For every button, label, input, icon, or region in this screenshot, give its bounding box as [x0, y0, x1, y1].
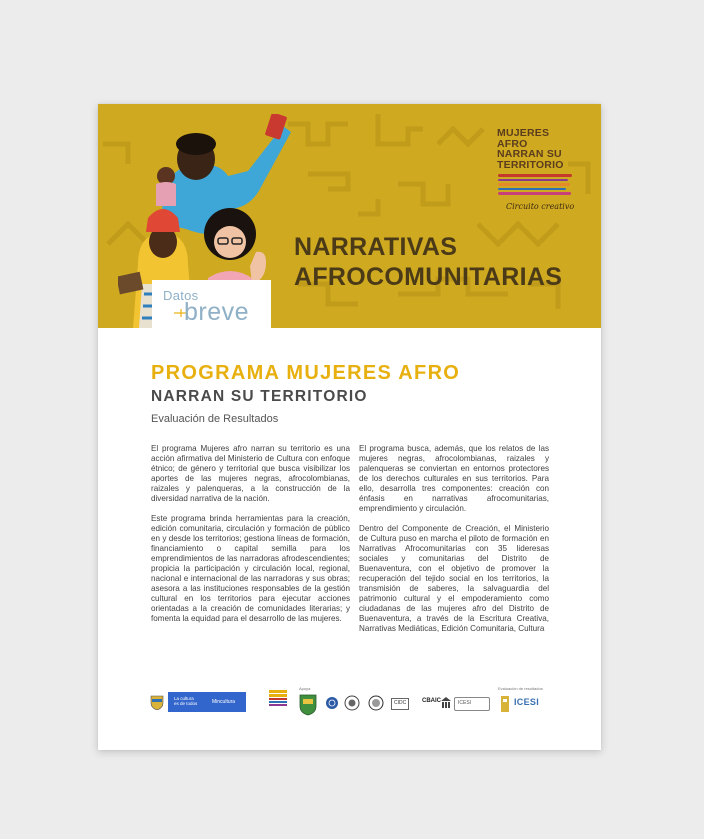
- logo-stripe: [498, 179, 568, 182]
- program-logo-stripes: [498, 174, 572, 197]
- logo-stripe: [498, 174, 572, 177]
- document-kicker: Evaluación de Resultados: [151, 413, 279, 425]
- government-tagline-line: es de todos: [174, 701, 198, 706]
- program-logo-tagline: Circuito creativo: [506, 202, 575, 211]
- logo-bar: [269, 704, 287, 706]
- seal-icon: [368, 695, 384, 711]
- university-name: ICESI: [514, 697, 540, 707]
- coat-of-arms-icon: [150, 694, 164, 710]
- header-banner: [98, 104, 601, 328]
- partner-logo-text: CBAIC: [422, 698, 441, 704]
- university-logo: [514, 697, 539, 707]
- ministry-name: Mincultura: [212, 699, 236, 705]
- paragraph: El programa busca, además, que los relatos de las mujeres negras, afrocolombianas, raizales y palenqueras se conviertan en entornos protectores de los derechos culturales en sus territorios. Para ello, desarrolla tres componentes: creación con énfasis en narrativas afrocomunitarias, emprendimiento y circulación.: [359, 444, 549, 513]
- partner-logo-text: ICESI: [458, 700, 472, 706]
- banner-title: [294, 232, 594, 292]
- building-icon: [440, 696, 452, 710]
- un-emblem-icon: [325, 696, 339, 710]
- logo-bar: [269, 698, 287, 700]
- logo-bar: [269, 694, 287, 697]
- government-logo: [168, 692, 246, 712]
- logo-bar: [269, 701, 287, 703]
- document-subtitle: NARRAN SU TERRITORIO: [151, 388, 368, 405]
- program-logo-line: AFRO: [497, 137, 528, 150]
- text-column-left: [151, 444, 350, 634]
- partner-logo: [391, 698, 409, 710]
- partner-logo-text: CIDC: [394, 700, 407, 706]
- banner-title-line: AFROCOMUNITARIAS: [294, 263, 563, 291]
- program-logo-line: NARRAN SU: [497, 148, 562, 160]
- text-column-right: [359, 444, 549, 644]
- banner-title-line: NARRATIVAS: [294, 233, 458, 261]
- datos-breve-logo: [152, 280, 271, 328]
- logos-footer: [98, 684, 601, 724]
- datos-breve-word-1: Datos: [163, 288, 199, 303]
- logo-stripe: [498, 188, 566, 191]
- government-tagline: [174, 696, 197, 706]
- logo-stripe: [498, 183, 570, 186]
- support-label: Apoya: [299, 686, 311, 691]
- program-logo: [497, 128, 587, 170]
- logo-stripe: [498, 192, 571, 195]
- seal-icon: [344, 695, 360, 711]
- paragraph: Este programa brinda herramientas para la creación, edición comunitaria, circulación y formación de público en y desde los territorios; gestiona líneas de formación, financiamiento o capital semilla para los emprendimientos de las narradoras afrodescendientes; propicia la participación y circulación local, regional, nacional e internacional de las narradoras y sus obras; asesora a las instituciones responsables de la gestión cultural en los territorios para ejecutar acciones orientadas a la creación de comunidades literarias; y fomenta la equidad para el desarrollo de las mujeres.: [151, 514, 350, 623]
- program-logo-small: [269, 690, 287, 714]
- program-logo-line: TERRITORIO: [497, 158, 564, 171]
- paragraph: El programa Mujeres afro narran su territorio es una acción afirmativa del Ministerio de Cultura con enfoque étnico; de género y territorial que busca visibilizar los aportes de las mujeres negras, afrocolombianas, raizales y palenqueras, a la construcción de la diversidad narrativa de la nación.: [151, 444, 350, 503]
- government-tagline-line: La cultura: [174, 696, 194, 701]
- logo-bar: [269, 690, 287, 693]
- evaluation-label: Evaluación de resultados: [498, 686, 543, 691]
- datos-breve-word-2: breve: [184, 298, 250, 326]
- paragraph: Dentro del Componente de Creación, el Ministerio de Cultura puso en marcha el piloto de formación en Narrativas Afrocomunitarias con 35 lideresas sociales y comunitarias del Distrito de Buenaventura, con el objetivo de promover la recuperación del tejido social en los territorios, la transmisión de saberes, la salvaguardia del patrimonio cultural y el empoderamiento como ciudadanas de las mujeres afro del Distrito de Buenaventura, a través de la Escritura Creativa, Narrativas Mediáticas, Edición Comunitaria, Cultura: [359, 524, 549, 633]
- program-logo-line: MUJERES: [497, 127, 550, 139]
- partner-logo: [422, 698, 441, 704]
- document-title: PROGRAMA MUJERES AFRO: [151, 362, 461, 384]
- shield-logo-icon: [299, 694, 317, 716]
- building-icon: [500, 694, 510, 714]
- partner-logo: [454, 697, 490, 711]
- document-page: [98, 104, 601, 750]
